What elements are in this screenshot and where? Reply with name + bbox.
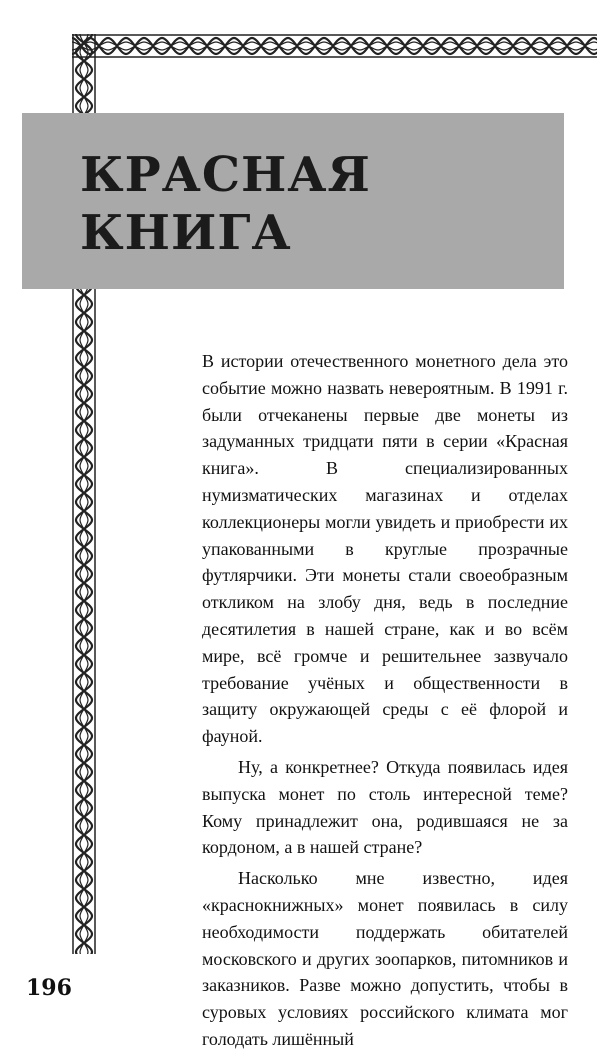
paragraph-3: Насколько мне известно, идея «краснокнижных» монет появилась в силу необходимости поддержать обитателей московского и других зоопарков, питомников и заказников. Разве можно допустить, чтобы в суровых условиях российского климата мог голодать лишённый	[202, 868, 568, 1049]
chapter-title-line-1: КРАСНАЯ	[80, 147, 371, 203]
chapter-title	[80, 146, 371, 262]
paragraph-1: В истории отечественного монетного дела это событие можно назвать невероятным. В 1991 г. были отчеканены первые две монеты из задуманных тридцати пяти в серии «Красная книга». В специализированных нумизматических магазинах и отделах коллекционеры могли увидеть и приобрести их упакованными в круглые прозрачные футлярчики. Эти монеты стали своеобразным откликом на злобу дня, ведь в последние десятилетия в нашей стране, как и во всём мире, всё громче и решительнее зазвучало требование учёных и общественности в защиту окружающей среды с её флорой и фауной.	[202, 351, 568, 747]
paragraph-2: Ну, а конкретнее? Откуда появилась идея выпуска монет по столь интересной теме? Кому принадлежит она, родившаяся не за кордоном, а в нашей стране?	[202, 756, 568, 858]
ornamental-border-top	[72, 34, 597, 58]
chapter-title-line-2: КНИГА	[80, 205, 292, 261]
page-number: 196	[26, 975, 72, 1001]
body-text	[202, 348, 568, 1057]
